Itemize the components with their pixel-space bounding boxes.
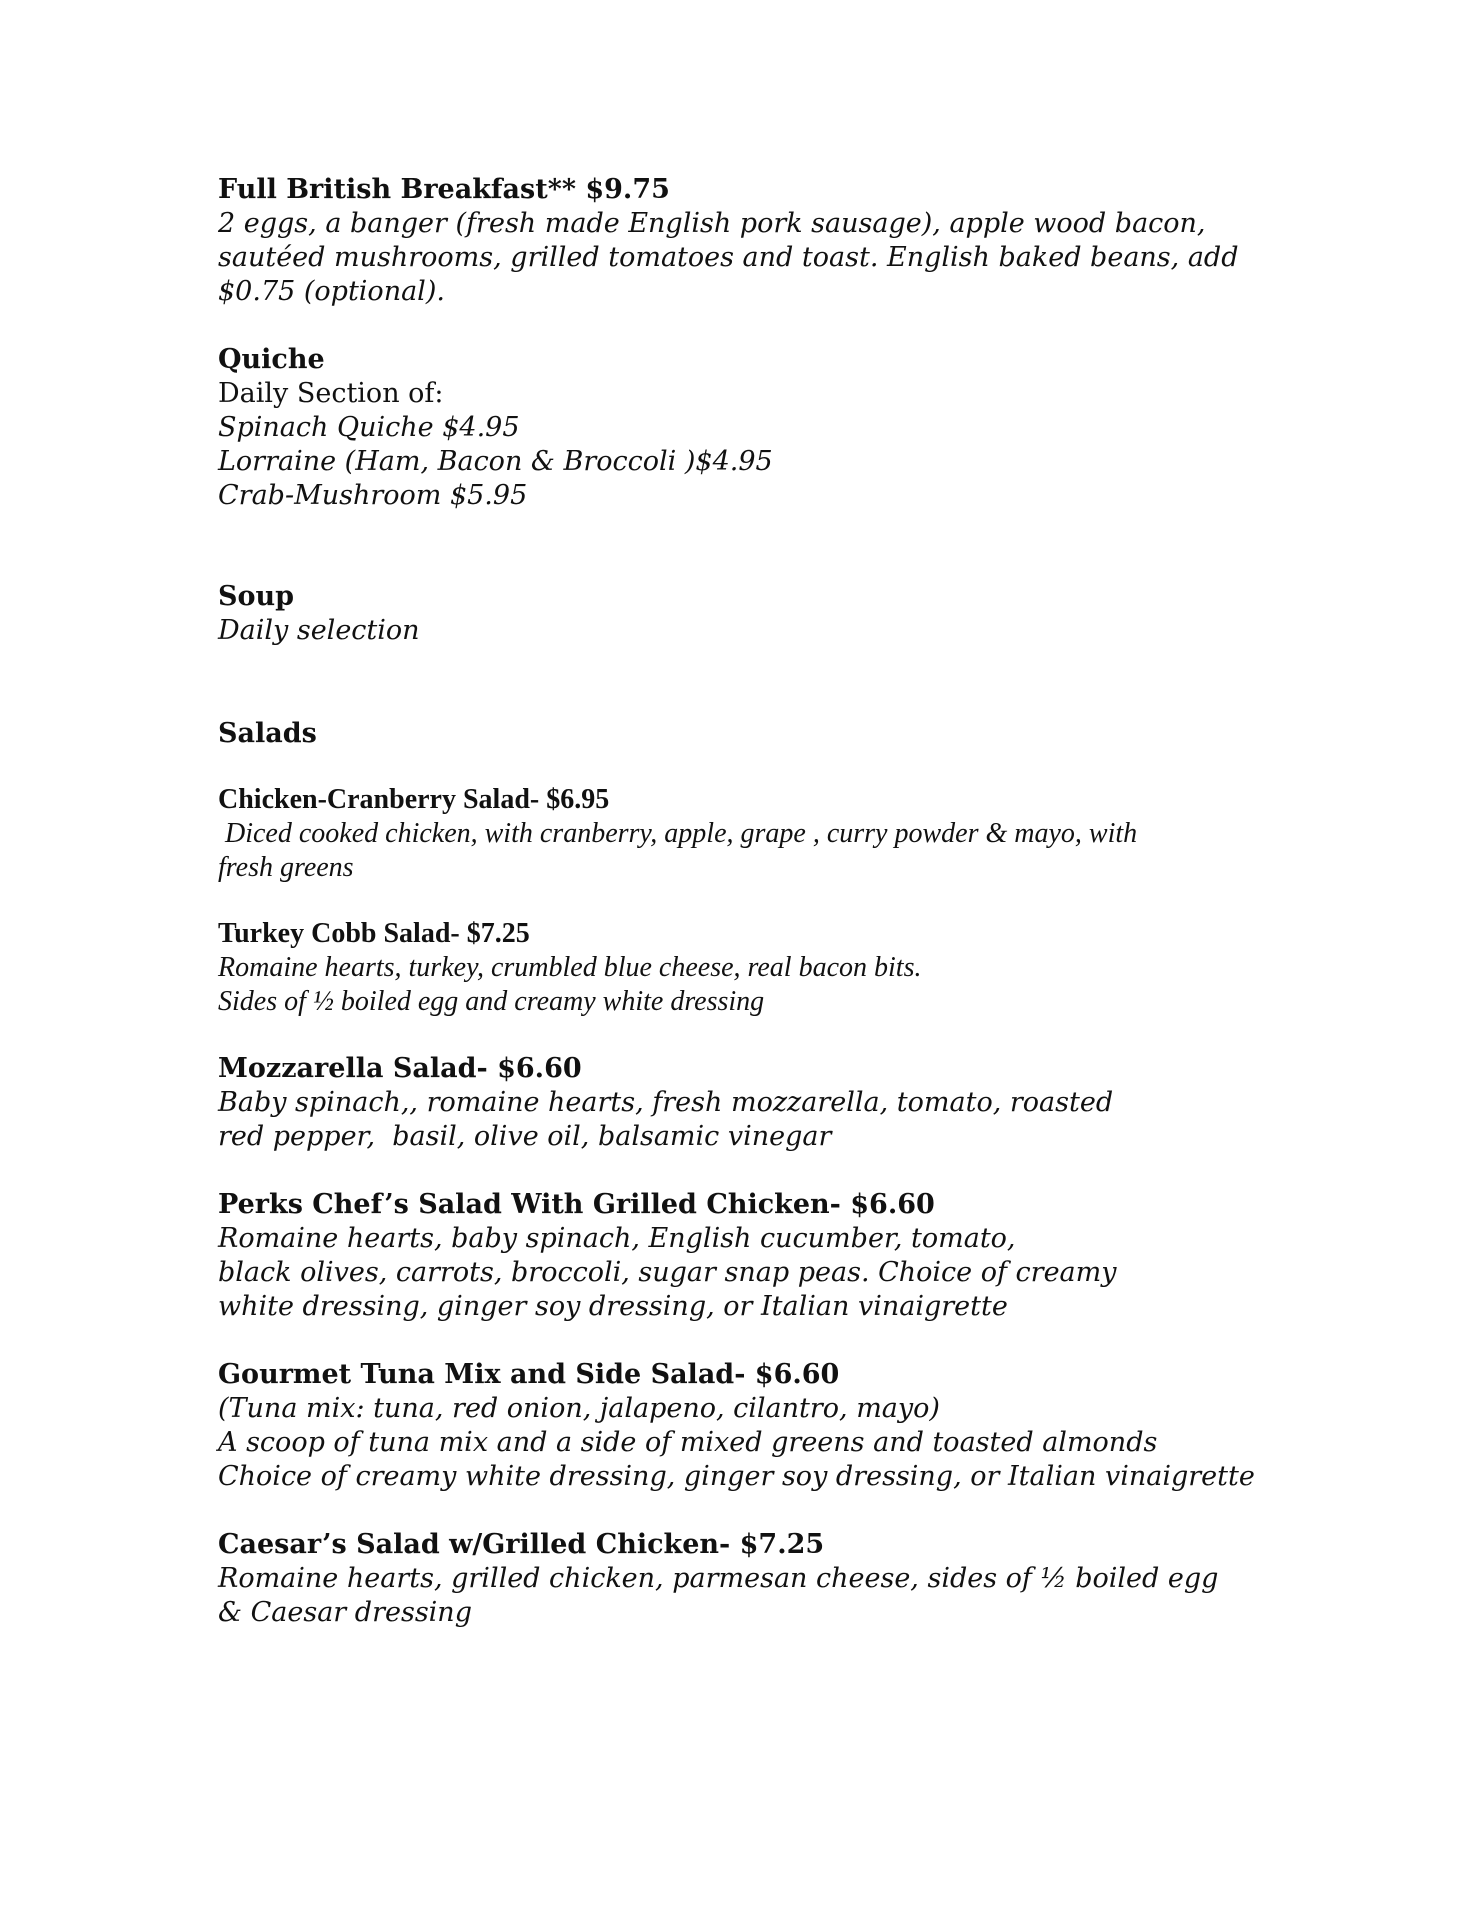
salad-item-caesar bbox=[218, 1528, 1318, 1630]
quiche-section bbox=[218, 343, 1318, 513]
salad-item-gourmet-tuna bbox=[218, 1358, 1318, 1494]
salad-item-chicken-cranberry bbox=[218, 783, 1318, 885]
salad-desc-line: Sides of ½ boiled egg and creamy white dressing bbox=[218, 986, 765, 1017]
salad-name: Gourmet Tuna Mix and Side Salad- $6.60 bbox=[218, 1359, 840, 1390]
soup-section bbox=[218, 580, 1318, 648]
quiche-item: Lorraine (Ham, Bacon & Broccoli )$4.95 bbox=[218, 446, 773, 477]
salad-desc-line: Choice of creamy white dressing, ginger soy dressing, or Italian vinaigrette bbox=[218, 1461, 1255, 1492]
salad-desc-line: Diced cooked chicken, with cranberry, apple, grape , curry powder & mayo, with bbox=[218, 818, 1138, 849]
salad-desc-line: Romaine hearts, baby spinach, English cucumber, tomato, bbox=[218, 1223, 1016, 1254]
salad-name: Caesar’s Salad w/Grilled Chicken- $7.25 bbox=[218, 1529, 825, 1560]
salad-name: Mozzarella Salad- $6.60 bbox=[218, 1053, 582, 1084]
salad-desc-line: Baby spinach,, romaine hearts, fresh mozzarella, tomato, roasted bbox=[218, 1087, 1114, 1118]
salad-desc-line: Romaine hearts, turkey, crumbled blue cheese, real bacon bits. bbox=[218, 952, 922, 983]
breakfast-desc-line: $0.75 (optional). bbox=[218, 276, 445, 307]
salad-desc-line: red pepper, basil, olive oil, balsamic vinegar bbox=[218, 1121, 832, 1152]
soup-title: Soup bbox=[218, 581, 295, 612]
salad-desc-line: fresh greens bbox=[218, 852, 354, 883]
salad-name: Turkey Cobb Salad- $7.25 bbox=[218, 918, 530, 949]
salad-desc-line: white dressing, ginger soy dressing, or Italian vinaigrette bbox=[218, 1291, 1008, 1322]
salad-item-turkey-cobb bbox=[218, 917, 1318, 1019]
quiche-intro: Daily Section of: bbox=[218, 378, 444, 409]
breakfast-title: Full British Breakfast** $9.75 bbox=[218, 174, 670, 205]
salad-desc-line: (Tuna mix: tuna, red onion, jalapeno, cilantro, mayo) bbox=[218, 1393, 940, 1424]
soup-desc: Daily selection bbox=[218, 615, 420, 646]
salad-desc-line: & Caesar dressing bbox=[218, 1597, 472, 1628]
salad-desc-line: A scoop of tuna mix and a side of mixed greens and toasted almonds bbox=[218, 1427, 1158, 1458]
quiche-item: Crab-Mushroom $5.95 bbox=[218, 480, 528, 511]
breakfast-desc-line: sautéed mushrooms, grilled tomatoes and toast. English baked beans, add bbox=[218, 242, 1239, 273]
salad-desc-line: Romaine hearts, grilled chicken, parmesan cheese, sides of ½ boiled egg bbox=[218, 1563, 1219, 1594]
breakfast-desc-line: 2 eggs, a banger (fresh made English pork sausage), apple wood bacon, bbox=[218, 208, 1206, 239]
quiche-title: Quiche bbox=[218, 344, 325, 375]
salads-title: Salads bbox=[218, 718, 317, 749]
salad-name: Chicken-Cranberry Salad- $6.95 bbox=[218, 784, 610, 815]
quiche-item: Spinach Quiche $4.95 bbox=[218, 412, 520, 443]
salads-section bbox=[218, 717, 1318, 751]
salad-name: Perks Chef’s Salad With Grilled Chicken- $6.60 bbox=[218, 1189, 935, 1220]
salad-item-mozzarella bbox=[218, 1052, 1318, 1154]
salad-desc-line: black olives, carrots, broccoli, sugar snap peas. Choice of creamy bbox=[218, 1257, 1117, 1288]
salad-item-perks-chef bbox=[218, 1188, 1318, 1324]
breakfast-section bbox=[218, 173, 1318, 309]
